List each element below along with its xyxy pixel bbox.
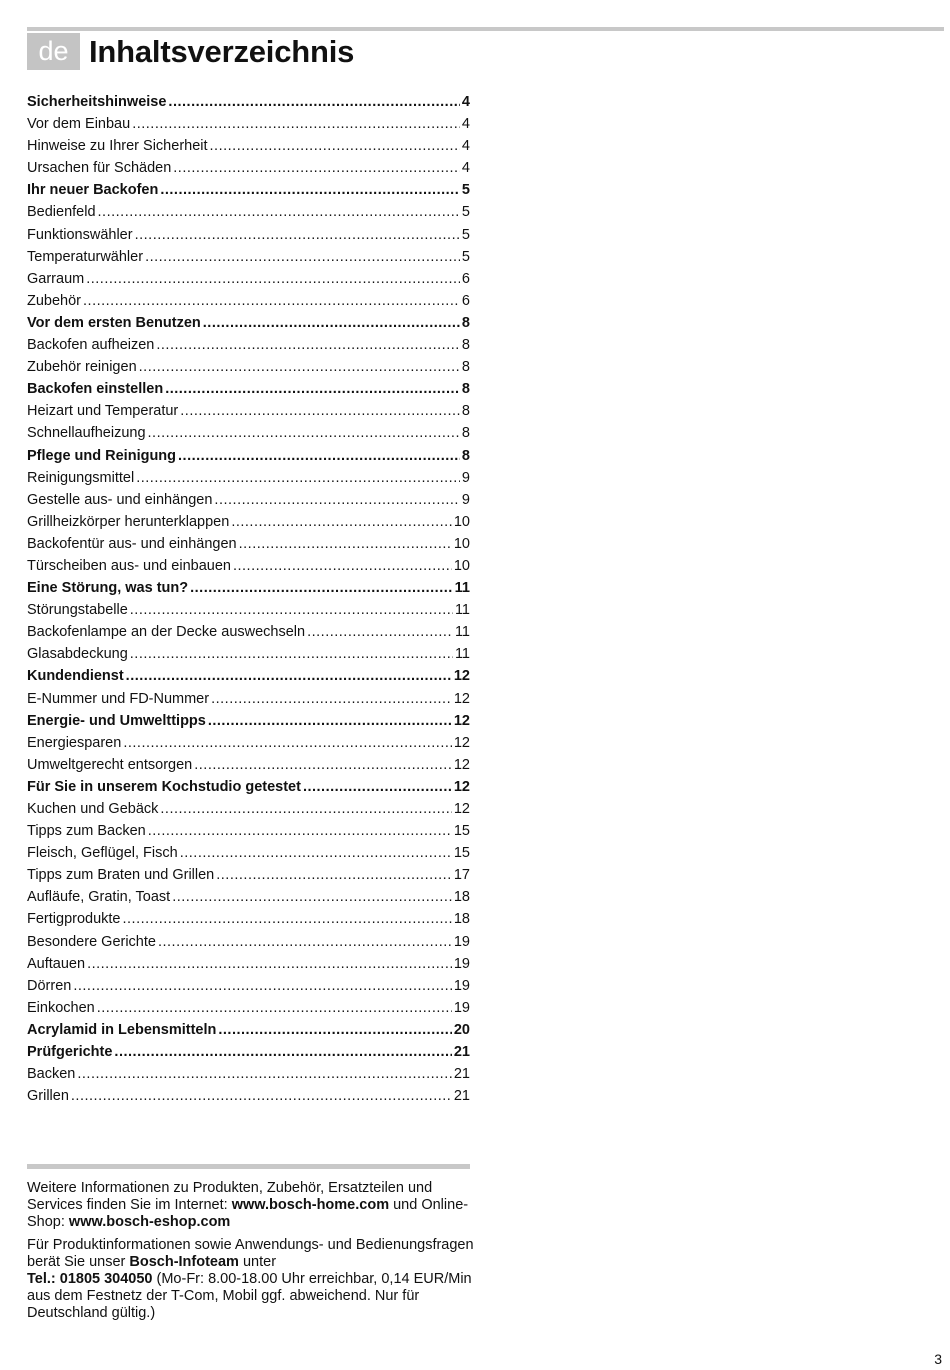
dot-leader bbox=[210, 135, 460, 157]
toc-entry[interactable] bbox=[27, 975, 470, 997]
dot-leader bbox=[71, 1085, 452, 1107]
dot-leader bbox=[180, 842, 452, 864]
page-title: Inhaltsverzeichnis bbox=[89, 34, 355, 69]
info-block bbox=[27, 1180, 477, 1328]
dot-leader bbox=[160, 798, 451, 820]
toc-entry[interactable] bbox=[27, 533, 470, 555]
toc-entry[interactable] bbox=[27, 886, 470, 908]
toc-entry-page: 9 bbox=[461, 469, 470, 486]
toc-entry[interactable] bbox=[27, 113, 470, 135]
dot-leader bbox=[98, 201, 460, 223]
toc-entry[interactable] bbox=[27, 268, 470, 290]
toc-entry-page: 8 bbox=[461, 314, 470, 331]
toc-entry-label: Garraum bbox=[27, 270, 85, 287]
toc-entry-page: 11 bbox=[454, 580, 470, 597]
dot-leader bbox=[114, 1041, 451, 1063]
toc-entry-page: 5 bbox=[461, 226, 470, 243]
info-text: Für Produktinformationen sowie Anwendungs- und Bedienungsfragen berät Sie unser bbox=[27, 1237, 474, 1270]
dot-leader bbox=[139, 356, 460, 378]
toc-entry-page: 15 bbox=[453, 823, 470, 840]
toc-entry-page: 6 bbox=[461, 270, 470, 287]
toc-chapter-entry[interactable] bbox=[27, 91, 470, 113]
toc-entry-label: Grillen bbox=[27, 1088, 69, 1105]
toc-chapter-entry[interactable] bbox=[27, 378, 470, 400]
toc-entry-label: Gestelle aus- und einhängen bbox=[27, 491, 213, 508]
toc-entry-label: Pflege und Reinigung bbox=[27, 447, 177, 464]
toc-entry-label: Backen bbox=[27, 1066, 76, 1083]
toc-entry[interactable] bbox=[27, 511, 470, 533]
toc-entry-label: Prüfgerichte bbox=[27, 1044, 113, 1061]
dot-leader bbox=[233, 555, 452, 577]
toc-entry-label: Temperaturwähler bbox=[27, 248, 144, 265]
info-text: Weitere Informationen zu Produkten, Zubehör, Ersatzteilen und Services finden Sie im Internet: bbox=[27, 1180, 433, 1213]
toc-entry-label: Energie- und Umwelttipps bbox=[27, 712, 206, 729]
dot-leader bbox=[73, 975, 452, 997]
toc-entry-label: Grillheizkörper herunterklappen bbox=[27, 513, 230, 530]
info-text: (Mo-Fr: 8.00-18.00 Uhr erreichbar, 0,14 EUR/Min aus dem Festnetz der T-Com, Mobil ggf. abweichend. Nur für Deutschland gültig.) bbox=[27, 1271, 472, 1321]
toc-entry[interactable] bbox=[27, 334, 470, 356]
toc-entry-page: 21 bbox=[453, 1044, 470, 1061]
toc-entry-page: 4 bbox=[461, 94, 470, 110]
toc-entry-label: Fertigprodukte bbox=[27, 911, 121, 928]
dot-leader bbox=[194, 754, 452, 776]
dot-leader bbox=[216, 864, 452, 886]
toc-entry-label: Hinweise zu Ihrer Sicherheit bbox=[27, 138, 208, 155]
toc-entry-label: Backofenlampe an der Decke auswechseln bbox=[27, 624, 306, 641]
toc-entry-page: 17 bbox=[453, 867, 470, 884]
toc-entry-page: 21 bbox=[453, 1066, 470, 1083]
toc-entry-label: Eine Störung, was tun? bbox=[27, 580, 189, 597]
language-badge: de bbox=[27, 33, 80, 70]
toc-entry-page: 12 bbox=[453, 668, 470, 685]
toc-entry[interactable] bbox=[27, 997, 470, 1019]
toc-entry[interactable] bbox=[27, 422, 470, 444]
toc-entry-label: Tipps zum Braten und Grillen bbox=[27, 867, 215, 884]
toc-entry-page: 11 bbox=[454, 602, 470, 619]
toc-chapter-entry[interactable] bbox=[27, 776, 470, 798]
toc-entry-label: E-Nummer und FD-Nummer bbox=[27, 690, 210, 707]
dot-leader bbox=[87, 953, 452, 975]
toc-chapter-entry[interactable] bbox=[27, 577, 470, 599]
toc-entry[interactable] bbox=[27, 224, 470, 246]
hotline-number: Tel.: 01805 304050 bbox=[27, 1271, 153, 1287]
toc-entry-label: Aufläufe, Gratin, Toast bbox=[27, 889, 171, 906]
dot-leader bbox=[130, 643, 453, 665]
toc-entry-page: 11 bbox=[454, 646, 470, 663]
toc-entry[interactable] bbox=[27, 489, 470, 511]
dot-leader bbox=[239, 533, 452, 555]
toc-chapter-entry[interactable] bbox=[27, 710, 470, 732]
info-text: unter bbox=[238, 1254, 277, 1270]
toc-entry[interactable] bbox=[27, 953, 470, 975]
dot-leader bbox=[148, 820, 452, 842]
toc-chapter-entry[interactable] bbox=[27, 179, 470, 201]
dot-leader bbox=[97, 997, 452, 1019]
toc-entry-label: Backofen einstellen bbox=[27, 381, 164, 398]
dot-leader bbox=[123, 908, 452, 930]
toc-entry-page: 19 bbox=[453, 933, 470, 950]
toc-entry[interactable] bbox=[27, 798, 470, 820]
dot-leader bbox=[123, 732, 452, 754]
dot-leader bbox=[83, 290, 460, 312]
page-number: 3 bbox=[934, 1351, 942, 1367]
toc-entry-label: Fleisch, Geflügel, Fisch bbox=[27, 845, 178, 862]
toc-entry-page: 10 bbox=[453, 557, 470, 574]
dot-leader bbox=[160, 179, 460, 201]
toc-entry-label: Backofentür aus- und einhängen bbox=[27, 535, 237, 552]
toc-entry[interactable] bbox=[27, 599, 470, 621]
toc-entry-label: Auftauen bbox=[27, 955, 86, 972]
toc-entry-page: 19 bbox=[453, 955, 470, 972]
toc-entry-page: 8 bbox=[461, 359, 470, 376]
toc-entry-page: 12 bbox=[453, 734, 470, 751]
toc-entry-page: 19 bbox=[453, 999, 470, 1016]
dot-leader bbox=[173, 157, 460, 179]
dot-leader bbox=[178, 445, 460, 467]
toc-chapter-entry[interactable] bbox=[27, 312, 470, 334]
dot-leader bbox=[211, 688, 452, 710]
toc-entry-page: 18 bbox=[453, 889, 470, 906]
toc-entry[interactable] bbox=[27, 754, 470, 776]
toc-entry-page: 8 bbox=[461, 381, 470, 398]
toc-entry[interactable] bbox=[27, 555, 470, 577]
toc-entry-label: Tipps zum Backen bbox=[27, 823, 146, 840]
toc-entry-label: Heizart und Temperatur bbox=[27, 403, 179, 420]
toc-entry[interactable] bbox=[27, 400, 470, 422]
toc-entry-label: Energiesparen bbox=[27, 734, 122, 751]
toc-chapter-entry[interactable] bbox=[27, 665, 470, 687]
toc-entry[interactable] bbox=[27, 864, 470, 886]
toc-entry-label: Sicherheitshinweise bbox=[27, 94, 167, 110]
info-text: und Online-Shop: bbox=[27, 1197, 469, 1230]
toc-entry-page: 4 bbox=[461, 116, 470, 133]
toc-entry-page: 4 bbox=[461, 160, 470, 177]
toc-entry-page: 12 bbox=[453, 801, 470, 817]
dot-leader bbox=[145, 246, 460, 268]
dot-leader bbox=[130, 599, 453, 621]
toc-chapter-entry[interactable] bbox=[27, 445, 470, 467]
toc-entry-label: Vor dem Einbau bbox=[27, 116, 131, 133]
toc-entry-page: 9 bbox=[461, 491, 470, 508]
toc-entry-label: Türscheiben aus- und einbauen bbox=[27, 557, 231, 574]
toc-entry-label: Dörren bbox=[27, 977, 72, 994]
dot-leader bbox=[208, 710, 452, 732]
dot-leader bbox=[168, 91, 460, 113]
toc-entry[interactable] bbox=[27, 201, 470, 223]
toc-entry-page: 12 bbox=[453, 778, 470, 795]
toc-entry-page: 6 bbox=[461, 292, 470, 309]
info-paragraph-hotline bbox=[27, 1237, 477, 1322]
toc-entry-label: Kundendienst bbox=[27, 668, 124, 685]
dot-leader bbox=[180, 400, 460, 422]
dot-leader bbox=[231, 511, 452, 533]
toc-entry-page: 12 bbox=[453, 756, 470, 773]
toc-entry-label: Glasabdeckung bbox=[27, 646, 128, 663]
dot-leader bbox=[132, 113, 460, 135]
dot-leader bbox=[136, 467, 460, 489]
toc-entry-page: 20 bbox=[453, 1021, 470, 1038]
dot-leader bbox=[307, 621, 453, 643]
dot-leader bbox=[77, 1063, 451, 1085]
toc-entry[interactable] bbox=[27, 290, 470, 312]
website-link[interactable]: www.bosch-home.com bbox=[231, 1197, 390, 1213]
toc-entry[interactable] bbox=[27, 688, 470, 710]
dot-leader bbox=[172, 886, 452, 908]
toc-entry-label: Bedienfeld bbox=[27, 204, 96, 221]
info-rule bbox=[27, 1164, 470, 1169]
toc-entry-page: 10 bbox=[453, 513, 470, 530]
toc-entry-page: 8 bbox=[461, 337, 470, 354]
toc-entry-page: 8 bbox=[461, 447, 470, 464]
toc-entry-page: 4 bbox=[461, 138, 470, 155]
toc-entry[interactable] bbox=[27, 931, 470, 953]
info-paragraph-web bbox=[27, 1180, 477, 1231]
toc-entry-label: Umweltgerecht entsorgen bbox=[27, 756, 193, 773]
toc-entry[interactable] bbox=[27, 842, 470, 864]
toc-entry[interactable] bbox=[27, 643, 470, 665]
toc-entry[interactable] bbox=[27, 1063, 470, 1085]
dot-leader bbox=[190, 577, 453, 599]
toc-entry-label: Ursachen für Schäden bbox=[27, 160, 172, 177]
dot-leader bbox=[203, 312, 460, 334]
toc-entry-page: 12 bbox=[453, 690, 470, 707]
toc-entry-page: 21 bbox=[453, 1088, 470, 1105]
toc-entry-page: 10 bbox=[453, 535, 470, 552]
toc-entry-label: Funktionswähler bbox=[27, 226, 133, 243]
dot-leader bbox=[218, 1019, 452, 1041]
toc-entry[interactable] bbox=[27, 908, 470, 930]
toc-entry-label: Ihr neuer Backofen bbox=[27, 182, 159, 199]
toc-entry-page: 11 bbox=[454, 624, 470, 641]
toc-chapter-entry[interactable] bbox=[27, 1041, 470, 1063]
toc-entry-label: Acrylamid in Lebensmitteln bbox=[27, 1021, 217, 1038]
dot-leader bbox=[148, 422, 460, 444]
dot-leader bbox=[214, 489, 460, 511]
toc-entry-page: 15 bbox=[453, 845, 470, 862]
toc-entry-page: 8 bbox=[461, 425, 470, 442]
toc-entry-label: Besondere Gerichte bbox=[27, 933, 156, 950]
infoteam-name: Bosch-Infoteam bbox=[129, 1254, 239, 1270]
toc-entry-label: Vor dem ersten Benutzen bbox=[27, 314, 201, 331]
toc-entry[interactable] bbox=[27, 135, 470, 157]
toc-entry-page: 5 bbox=[461, 248, 470, 265]
toc-entry[interactable] bbox=[27, 467, 470, 489]
toc-chapter-entry[interactable] bbox=[27, 1019, 470, 1041]
toc-entry[interactable] bbox=[27, 621, 470, 643]
toc-entry-label: Zubehör bbox=[27, 292, 82, 309]
dot-leader bbox=[126, 665, 452, 687]
toc-entry[interactable] bbox=[27, 1085, 470, 1107]
toc-entry[interactable] bbox=[27, 356, 470, 378]
toc-entry-label: Für Sie in unserem Kochstudio getestet bbox=[27, 778, 301, 795]
eshop-link[interactable]: www.bosch-eshop.com bbox=[68, 1214, 231, 1230]
toc-entry-label: Kuchen und Gebäck bbox=[27, 801, 159, 817]
toc-entry-label: Schnellaufheizung bbox=[27, 425, 146, 442]
toc-entry-page: 5 bbox=[461, 204, 470, 221]
dot-leader bbox=[156, 334, 460, 356]
toc-entry[interactable] bbox=[27, 157, 470, 179]
toc-entry-page: 5 bbox=[461, 182, 470, 199]
table-of-contents bbox=[27, 91, 470, 1107]
dot-leader bbox=[86, 268, 460, 290]
toc-entry-page: 8 bbox=[461, 403, 470, 420]
toc-entry[interactable] bbox=[27, 732, 470, 754]
toc-entry-label: Einkochen bbox=[27, 999, 95, 1016]
dot-leader bbox=[165, 378, 460, 400]
toc-entry-page: 19 bbox=[453, 977, 470, 994]
toc-entry-label: Backofen aufheizen bbox=[27, 337, 155, 354]
toc-entry-page: 18 bbox=[453, 911, 470, 928]
dot-leader bbox=[158, 931, 452, 953]
toc-entry[interactable] bbox=[27, 246, 470, 268]
dot-leader bbox=[303, 776, 452, 798]
dot-leader bbox=[135, 224, 460, 246]
toc-entry-label: Reinigungsmittel bbox=[27, 469, 135, 486]
toc-entry-page: 12 bbox=[453, 712, 470, 729]
toc-entry-label: Zubehör reinigen bbox=[27, 359, 137, 376]
toc-entry[interactable] bbox=[27, 820, 470, 842]
toc-entry-label: Störungstabelle bbox=[27, 602, 128, 619]
